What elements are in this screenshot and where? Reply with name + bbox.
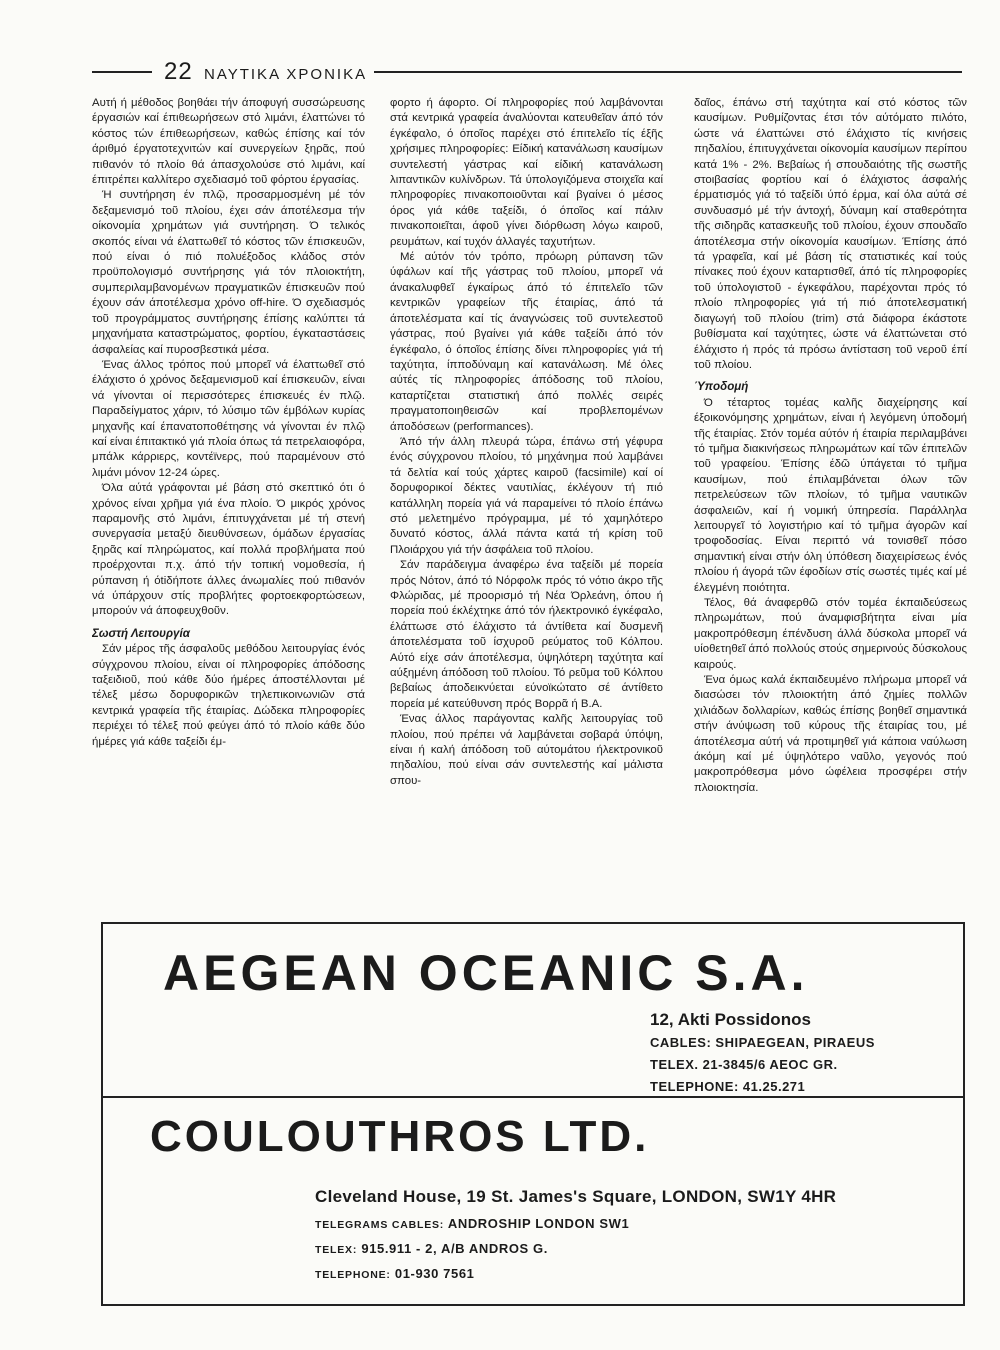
article-body <box>92 96 967 896</box>
article-column-3 <box>694 96 967 896</box>
coulouthros-telephone-line <box>315 1262 836 1287</box>
page-number: 22 <box>164 58 193 85</box>
aegean-telex-label: TELEX. <box>650 1057 699 1072</box>
aegean-company-name: AEGEAN OCEANIC S.A. <box>163 945 809 1001</box>
coulouthros-telex-label: TELEX: <box>315 1244 358 1256</box>
paragraph: Σάν παράδειγμα άναφέρω ένα ταξείδι μέ πορεία πρός Νότον, άπό τό Νόρφολκ πρός τό νότιο άκρο τῆς Φλώριδας, μέ προορισμό τή Νέα Όρλεάνη, όπου ή πορεία πού έκλέχτηκε άπό τόν ήλεκτρονικό έγκέφαλο, έλάττωσε στό έλάχιστο τά άντίθετα καί δυσμενῆ άποτελέσματα τοῦ ίσχυροῦ ρεύματος τοῦ Κόλπου. Αύτό είχε σάν άποτέλεσμα, ύψηλότερη ταχύτητα καί αύξημένη άπόδοση τοῦ πλοίου. Τό ρεῦμα τοῦ Κόλπου βεβαίως άποδεικνύεται εύνοϊκώτατο σέ άντίθετο πορεία μέ κατεύθυνση πρός Βορρᾶ ή Β.Α. <box>390 559 663 710</box>
coulouthros-telegrams-line <box>315 1212 836 1237</box>
aegean-telephone-label: TELEPHONE: <box>650 1079 739 1094</box>
coulouthros-company-name: COULOUTHROS LTD. <box>150 1112 650 1161</box>
paragraph: Ένα όμως καλά έκπαιδευμένο πλήρωμα μπορεῖ νά διασώσει τόν πλοιοκτήτη άπό ζημίες πολλῶν χιλιάδων δολλαρίων, καθώς έπίσης βοηθεῖ σημαντικά στήν άνύψωση τοῦ κύρους τῆς έταιρίας του, μέ άποτέλεσμα αύτή νά προτιμηθεῖ γιά κάποια ναύλωση άκόμη καί μέ ύψηλότερο ναῦλο, γεγονός πού μακροπρόθεσμα μόνο ώφέλεια προσφέρει στήν πλοιοκτησία. <box>694 674 967 794</box>
article-column-2 <box>390 96 663 896</box>
paragraph: Αυτή ή μέθοδος βοηθάει τήν άποφυγή συσσώρευσης έργασιών καί έπιθεωρήσεων στό λιμάνι, έλαττώνει τό κόστος τών έπιθεωρήσεων, καθώς έπίσης καί τόν άριθμό έργατοτεχνιτών καί συνεργείων ξηρᾶς, πού πιθανόν τό πλοίο θά άπασχολούσε στό λιμάνι, καί έπιτρέπει καλλίτερο σχεδιασμό τοῦ φόρτου έργασίας. <box>92 97 365 187</box>
aegean-telephone-line <box>650 1076 875 1098</box>
aegean-telephone-value: 41.25.271 <box>742 1079 806 1094</box>
magazine-title: ΝΑΥΤΙΚΑ ΧΡΟΝΙΚΑ <box>204 66 368 83</box>
paragraph: φορτο ή άφορτο. Οί πληροφορίες πού λαμβάνονται στά κεντρικά γραφεία άναλύονται κατευθεῖαν άπό τόν έγκέφαλο, ό όποῖος παρέχει στό έπιτελεῖο τίς έξῆς χρήσιμες πληροφορίες: Είδική κατανάλωση καυσίμων συντελεστή γάστρας καί είδική κατανάλωση λιπαντικῶν κυλίνδρων. Τά ύπολογιζόμενα στοιχεῖα καί πληροφορίες πινακοποιοῦνται καί βγαίνει ό μέσος όρος γιά κάθε ταξείδι, ό όποῖος καί πάλιν πινακοποιεῖται, άφοῦ γίνει διόρθωση λόγω καιροῦ, ρευμάτων, καί τυχόν άλλαγές ταχυτήτων. <box>390 97 663 248</box>
aegean-telex-value: 21-3845/6 AEOC GR. <box>702 1057 838 1072</box>
ad-divider <box>103 1096 963 1098</box>
header-rule-right <box>374 71 962 73</box>
aegean-address: 12, Akti Possidonos <box>650 1010 811 1029</box>
paragraph: Μέ αύτόν τόν τρόπο, πρόωρη ρύπανση τῶν ύφάλων καί τῆς γάστρας τοῦ πλοίου, μπορεῖ νά άνακαλυφθεῖ έγκαίρως άπό τό έπιτελεῖο τῶν κεντρικῶν γραφείων τῆς έταιρίας, άπό τά άποτελέσματα καί τίς άναγνώσεις τοῦ συντελεστοῦ γάστρας, πού βγαίνει γιά κάθε ταξείδι άπό τόν έγκέφαλο, ό όποῖος έπίσης δίνει πληροφορίες γιά τή ταχύτητα, ίπποδύναμη καί κατανάλωση. Μέ όλες αύτές τίς πληροφορίες άπόδοσης τοῦ πλοίου, καταρτίζεται στατιστική άπό πολλές σειρές πραγματοποιηθεισῶν καί προβλεπομένων άποδόσεων (performances). <box>390 251 663 433</box>
aegean-contact-block <box>650 1008 875 1098</box>
paragraph: Ένας άλλος παράγοντας καλῆς λειτουργίας τοῦ πλοίου, πού πρέπει νά λαμβάνεται σοβαρά ύπόψη, είναι ή καλή άπόδοση τοῦ αύτομάτου ήλεκτρονικοῦ πηδαλίου, πού είναι σάν συντελεστής καί μάλιστα σπου- <box>390 713 663 787</box>
coulouthros-telex-line <box>315 1237 836 1262</box>
article-column-1 <box>92 96 365 896</box>
coulouthros-telex-value: 915.911 - 2, A/B ANDROS G. <box>361 1241 548 1256</box>
coulouthros-telephone-value: 01-930 7561 <box>394 1266 475 1281</box>
coulouthros-telegrams-value: ANDROSHIP LONDON SW1 <box>447 1216 630 1231</box>
section-heading-infrastructure: Ύποδομή <box>694 380 749 394</box>
paragraph: Τέλος, θά άναφερθῶ στόν τομέα έκπαιδεύσεως πληρωμάτων, πού άναμφισβήτητα είναι μία μακροπρόθεσμη έπένδυση άλλά δύσκολα μπορεῖ νά υίοθετηθεῖ άπό πολλούς στούς σημερινούς δύσκολους καιρούς. <box>694 597 967 671</box>
header-rule-left <box>92 71 152 73</box>
paragraph: Ένας άλλος τρόπος πού μπορεῖ νά έλαττωθεῖ στό έλάχιστο ό χρόνος δεξαμενισμοῦ καί έπισκευῶν, είναι νά γίνονται οί περισσότερες έπισκευές έν πλῷ. Παραδείγματος χάριν, τό λύσιμο τῶν έμβόλων κυρίας μηχανῆς καί έπανατοποθέτησης νά γίνονται έν πλῷ καί είναι έπιτακτικό γιά πλοία όπως τά πετρελαιοφόρα, μπάλκ κάρριερς, κοντέϊνερς, πού παραμένουν στό λιμάνι μόνον 12-24 ώρες. <box>92 358 365 479</box>
aegean-cables-line <box>650 1032 875 1054</box>
paragraph: Ό τέταρτος τομέας καλῆς διαχείρησης καί έξοικονόμησης χρημάτων, είναι ή λεγόμενη ύποδομή τῆς έταιρίας. Στόν τομέα αύτόν ή έταιρία περιλαμβάνει τό τμῆμα διακινήσεως πληρωμάτων καί τῶν έπιτελῶν τοῦ γραφείου. Έπίσης έδῶ ύπάγεται τό τμῆμα καυσίμων, πού έπιλαμβάνεται όλων τῶν πετρελεύσεων τῶν πλοίων, τό τμῆμα ναυτικῶν άσφαλειῶν, καί ή νομική ύπηρεσία. Παράλληλα λειτουργεῖ τό λογιστήριο καί τό τμῆμα άγορῶν καί τροφοδοσίας. Είναι περιττό νά τονισθεῖ πόσο σημαντική είναι στήν όλη ύπόθεση διαχειρίσεως ένός πλοίου ή άγορά τῶν έφοδίων στίς σωστές τιμές καί μέ έλεγμένη ποιότητα. <box>694 396 967 594</box>
coulouthros-telegrams-label: TELEGRAMS CABLES: <box>315 1219 445 1231</box>
page-header <box>92 58 962 88</box>
paragraph: δαῖος, έπάνω στή ταχύτητα καί στό κόστος τῶν καυσίμων. Ρυθμίζοντας έτσι τόν αύτόματο πιλότο, ώστε νά έλαττώνει στό έλάχιστο τίς κινήσεις πηδαλίου, έπιτυγχάνεται οίκονομία καυσίμων περίπου κατά 1% - 2%. Βεβαίως ή σπουδαιότης τῆς σωστῆς στοιβασίας φορτίου καί ό έλάχιστος άσφαλής έρματισμός γιά τό ταξείδι ύπό έρμα, καί όλα αύτά σέ συνδυασμό μέ τήν άντοχή, δύναμη καί σταθερότητα τῆς σιδηρᾶς κατασκευῆς τοῦ πλοίου, έχουν σπουδαῖο άποτέλεσμα στήν οίκονομία καυσίμων. Έπίσης άπό τά γραφεῖα, καί μέ βάση τίς στατιστικές καί τούς πίνακες πού έχουν καταρτισθεῖ, άπό τίς πληροφορίες τοῦ ύπολογιστοῦ - έγκεφάλου, παρέχονται πρός τό πλοίο πληροφορίες γιά τή πιό άποτελεσματική διαγωγή τοῦ πλοίου (trim) στά διάφορα έκάστοτε βυθίσματα καί ταχύτητες, ώστε νά έλαττώνεται στό έλάχιστο ή πρός τά πρόσω άντίσταση τοῦ νεροῦ έπί τοῦ πλοίου. <box>694 97 967 371</box>
paragraph: Όλα αύτά γράφονται μέ βάση στό σκεπτικό ότι ό χρόνος είναι χρῆμα γιά ένα πλοίο. Ό μικρός χρόνος παραμονῆς στό λιμάνι, έπιτυγχάνεται μέ τή στενή συνεργασία μεταξύ διευθύνσεων, όμάδων έργασίας ξηρᾶς καί πληρώματος, καί πολλά προβλήματα πού προέρχονται π.χ. άπό τήν τοπική νομοθεσία, ή ρύπανση ή όtiδήποτε άλλες άνωμαλίες πού πιθανόν νά ύπάρχουν στίς προβλήτες φορτοεκφορτώσεων, μπορούν νά άποφευχθοῦν. <box>92 482 365 618</box>
advertisement-box <box>101 922 965 1306</box>
coulouthros-contact-block <box>315 1182 836 1287</box>
paragraph: Ή συντήρηση έν πλῷ, προσαρμοσμένη μέ τόν δεξαμενισμό τοῦ πλοίου, έχει σάν άποτέλεσμα τήν οίκονομία χρημάτων γιά συντήρηση. Ό τελικός σκοπός είναι νά έλαττωθεῖ τό κόστος τῶν έπισκευῶν, πού είναι ό πιό πολυέξοδος κλάδος στόν προϋπολογισμό συντήρησης γιά τόν πλοιοκτήτη, συμπεριλαμβανομένων πραγματικῶν έπισκευῶν πού έχουν σάν άποτέλεσμα χρόνο off-hire. Ό σχεδιασμός τοῦ προγράμματος συντήρησης έπίσης καλύπτει τά μηχανήματα καταστρώματος, φορτίου, έγκαταστάσεις άσφαλείας καί πυροσβεστικά μέσα. <box>92 189 365 356</box>
coulouthros-telephone-label: TELEPHONE: <box>315 1269 391 1281</box>
section-heading-operation: Σωστή Λειτουργία <box>92 626 190 640</box>
paragraph: Άπό τήν άλλη πλευρά τώρα, έπάνω στή γέφυρα ένός σύγχρονου πλοίου, τό μηχάνημα πού λαμβάνει τά δελτία καί τούς χάρτες καιροῦ (facsimile) καί οί δορυφορικοί δέκτες ναυτιλίας, έκλέγουν τή πιό κατάλληλη πορεία γιά νά παραμείνει τό πλοίο έπάνω στό μελετημένο πρόγραμμα, μέ τό χαμηλότερο δυνατό κόστος, άλλά πάντα κατά τή κρίση τοῦ Πλοιάρχου γιά τήν άσφάλεια τοῦ πλοίου. <box>390 435 663 556</box>
coulouthros-address: Cleveland House, 19 St. James's Square, LONDON, SW1Y 4HR <box>315 1187 837 1206</box>
paragraph: Σάν μέρος τῆς άσφαλοῦς μεθόδου λειτουργίας ένός σύγχρονου πλοίου, είναι οί πληροφορίες άπόδοσης ταξειδιοῦ, πού κάθε δύο ήμέρες άποστέλλονται μέ τέλεξ μέσω δορυφορικῶν τηλεπικοινωνιῶν στά κεντρικά γραφεία τῆς έταιρίας. Δώδεκα πληροφορίες περιέχει τό τέλεξ πού φεύγει άπό τό πλοίο κάθε δύο ήμέρες γιά κάθε ταξείδι έμ- <box>92 643 365 748</box>
aegean-telex-line <box>650 1054 875 1076</box>
aegean-cables-label: CABLES: <box>650 1035 712 1050</box>
aegean-cables-value: SHIPAEGEAN, PIRAEUS <box>715 1035 875 1050</box>
